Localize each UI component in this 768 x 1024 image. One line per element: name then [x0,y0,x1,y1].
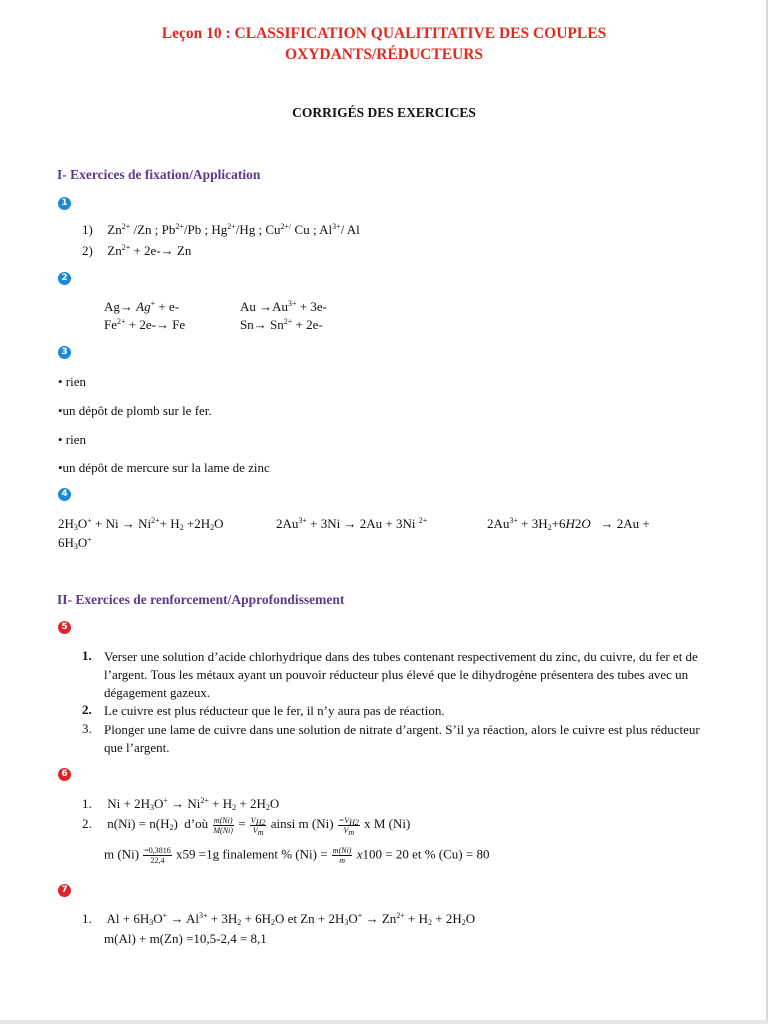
exercise-5-item-3: Plonger une lame de cuivre dans une solution de nitrate d’argent. S’il ya réaction, alors le cuivre est plus réducteur que l’argent. [104,722,700,755]
exercise-5-item-2: Le cuivre est plus réducteur que le fer, il n’y aura pas de réaction. [104,703,445,718]
observation-3: • rien [58,432,87,447]
half-equation-tin: $Sn\to Sn^{2+} + 2e-$ [240,317,323,332]
item-number: 3. [82,721,92,736]
item-number: 1. [82,648,92,663]
equation-gold-hydrogen-cont: $6H_3O^+$ [58,535,92,551]
mole-relation: $n(Ni) = n(H_2)$ d’où $\frac{m(Ni)}{M(Ni)}$ = $\frac{V_{H2}}{V_m}$ ainsi m (Ni) $\frac{=V_{H2}}{V_m}$ x M (Ni) [107,816,411,837]
exercise-7-line-1 [82,911,475,927]
aluminium-zinc-equations: $Al + 6H_3O^+ \to Al^{3+} + 3H_2 + 6H_2O$ et $Zn + 2H_3O^+ \to Zn^{2+} + H_2 + 2H_2O$ [106,911,476,927]
reduction-equation: $Zn^{2+} + 2e-\to Zn$ [107,243,192,258]
exercise-3-badge: 3 [58,346,71,359]
lesson-title-line1: Leçon 10 : CLASSIFICATION QUALITITATIVE DES COUPLES [161,25,607,42]
exercise-1-line-2 [82,243,191,259]
couples-list: $Zn^{2+}$ /Zn ; $Pb^{2+}/Pb$ ; $Hg^{2+}/Hg$ ; $Cu^{2+/}$ Cu ; $Al^{3+}/$ Al [107,222,360,237]
item-number: 2) [82,243,93,258]
half-equation-gold: $Au \to Au^{3+} + 3e-$ [240,299,327,314]
exercise-7-badge: 7 [58,884,71,897]
item-number: 1. [82,796,92,811]
exercise-1-line-1 [82,222,360,238]
equation-nickel: $2H_3O^+ + Ni \to Ni^{2+}+ H_2 +2H_2O$ [58,516,224,532]
page-bottom-edge [0,1020,768,1024]
nickel-equation: $Ni + 2H_3O^+ \to Ni^{2+} + H_2 + 2H_2O$ [107,796,280,812]
item-number: 1) [82,222,93,237]
exercise-6-line-1 [82,796,279,812]
section-1-title: I- Exercices de fixation/Application [57,167,261,182]
exercise-6-line-2 [82,816,410,835]
equation-gold-nickel: $2Au^{3+} + 3Ni \to 2Au + 3Ni$ $^{2+}$ [276,516,428,531]
item-number: 1. [82,911,92,926]
observation-1: • rien [58,374,87,389]
half-equation-silver: Ag→ Ag+ + e- [104,299,180,314]
item-number: 2. [82,702,92,717]
half-equation-iron: $Fe^{2+} + 2e-\to Fe$ [104,317,186,332]
exercise-6-line-3: m (Ni) $\frac{=0,3816}{22,4}$ x59 =1g finalement % (Ni) = $\frac{m(Ni)}{m}$ x100 = 20 et % (Cu) = 80 [104,846,490,865]
exercise-6-badge: 6 [58,768,71,781]
item-number: 2. [82,816,92,832]
exercise-5-item-1: Verser une solution d’acide chlorhydrique dans des tubes contenant respectivement du zinc, du cuivre, du fer et de l’argent. Tous les métaux ayant un pouvoir réducteur plus élevé que le dihydrogène présentera des tubes avec un dégagement gazeux. [104,649,698,700]
exercise-2-badge: 2 [58,272,71,285]
exercise-1-badge: 1 [58,197,71,210]
lesson-title-line2: OXYDANTS/RÉDUCTEURS [284,46,484,63]
section-2-title: II- Exercices de renforcement/Approfondissement [57,592,345,607]
observation-2: •un dépôt de plomb sur le fer. [58,403,212,418]
observation-4: •un dépôt de mercure sur la lame de zinc [58,460,270,475]
equation-gold-hydrogen: $2Au^{3+} + 3H_2+6H2O \to 2Au$ + [487,516,650,532]
corriges-subtitle: CORRIGÉS DES EXERCICES [292,105,476,120]
exercise-5-badge: 5 [58,621,71,634]
exercise-7-line-2: m(Al) + m(Zn) =10,5-2,4 = 8,1 [104,931,267,946]
exercise-4-badge: 4 [58,488,71,501]
